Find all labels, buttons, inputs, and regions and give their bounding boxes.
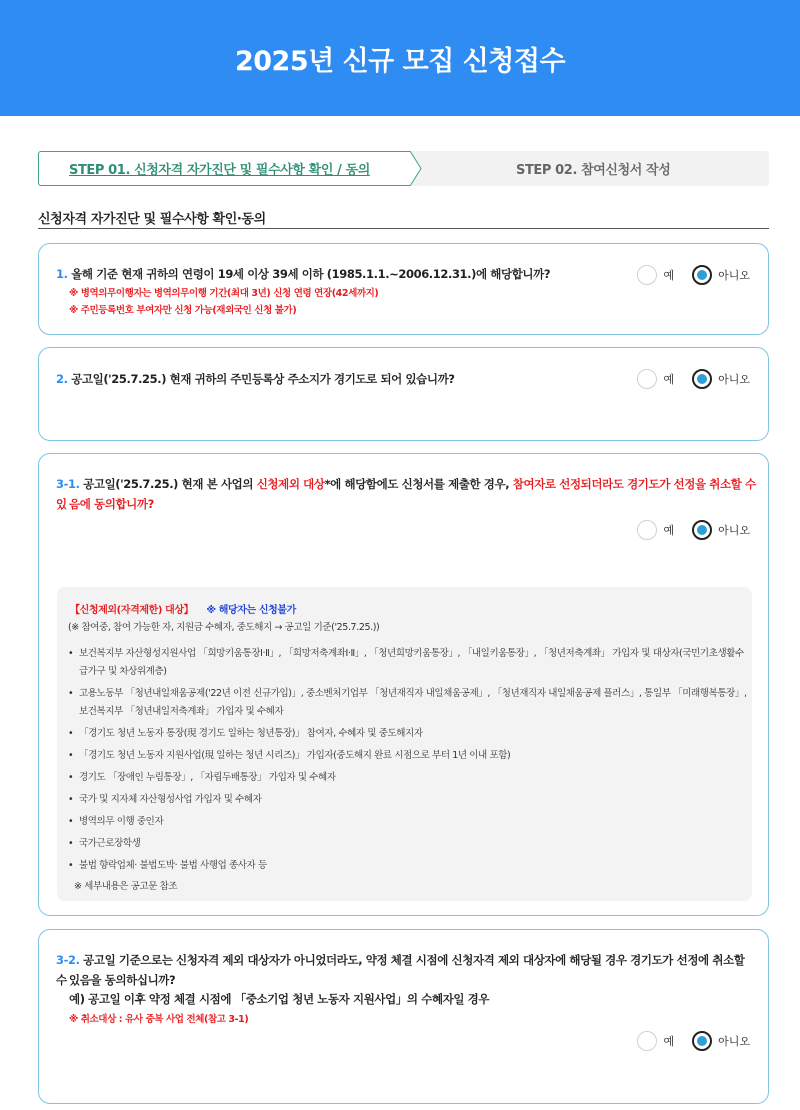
question-3-1-red-3: 음에 동의합니까? [69,497,154,511]
radio-circle[interactable] [637,369,657,389]
question-1-text [56,264,550,284]
step-1-tab[interactable] [38,151,410,186]
question-3-1-radio-group [637,520,750,540]
radio-circle[interactable] [637,520,657,540]
exclusion-list [67,645,747,879]
question-card-2 [38,347,769,441]
radio-circle[interactable] [637,265,657,285]
question-2-yes-radio[interactable] [637,369,674,389]
exclusion-footnote: ※ 세부내용은 공고문 참조 [74,881,178,892]
question-1-note-2: ※ 주민등록번호 부여자만 신청 가능(재외국인 신청 불가) [69,305,297,316]
question-3-2-no-radio[interactable] [692,1031,750,1051]
question-3-2-yes-radio[interactable] [637,1031,674,1051]
radio-circle-checked[interactable] [692,265,712,285]
question-3-2-radio-group [637,1031,750,1051]
list-item: • 보건복지부 자산형성지원사업 「희망키움통장Ⅰ·Ⅱ」, 「희망저축계좌Ⅰ·Ⅱ」, 「청년희망키움통장」, 「내일키움통장」, 「청년저축계좌」 가입자 및 대상자(국민기초생활수급가구 및 차상위계층) [67,645,747,681]
no-label: 아니오 [718,269,750,282]
question-1-yes-radio[interactable] [637,265,674,285]
question-1-note-1: ※ 병역의무이행자는 병역의무이행 기간(최대 3년) 신청 연령 연장(42세까지) [69,288,379,299]
question-3-2-body-line1: 공고일 기준으로는 신청자격 제외 대상자가 아니었더라도, 약정 체결 시점에 신청자격 제외 대상자에 해당될 경우 경기도가 선정에 취소할 수 [56,953,745,987]
exclusion-heading-blue: ※ 해당자는 신청불가 [206,605,296,616]
step-indicator [38,151,769,186]
question-card-3-2 [38,929,769,1104]
question-3-1-number: 3-1. [56,477,80,491]
question-2-text [56,369,455,389]
yes-label: 예 [663,524,675,537]
question-3-1-yes-radio[interactable] [637,520,674,540]
question-1-number: 1. [56,267,68,281]
question-1-body: 올해 기준 현재 귀하의 연령이 19세 이상 39세 이하 (1985.1.1.~2006.12.31.)에 해당합니까? [71,267,551,281]
section-title: 신청자격 자가진단 및 필수사항 확인·동의 [38,212,266,227]
radio-circle-checked[interactable] [692,1031,712,1051]
question-1-radio-group [637,265,750,285]
yes-label: 예 [663,269,675,282]
radio-circle[interactable] [637,1031,657,1051]
question-1-no-radio[interactable] [692,265,750,285]
radio-circle-checked[interactable] [692,369,712,389]
page-title: 2025년 신규 모집 신청접수 [234,45,566,77]
question-card-3-1 [38,453,769,916]
radio-circle-checked[interactable] [692,520,712,540]
question-3-1-body-b: *에 해당함에도 신청서를 제출한 경우, [324,477,513,491]
question-3-1-red-1: 신청제외 대상 [256,477,325,491]
question-3-1-text [56,474,756,514]
list-item: • 경기도 「장애인 누림통장」, 「자립두배통장」 가입자 및 수혜자 [67,769,747,787]
step-2-label: STEP 02. 참여신청서 작성 [516,163,671,178]
question-2-radio-group [637,369,750,389]
question-3-2-number: 3-2. [56,953,80,967]
step-1-label: STEP 01. 신청자격 자가진단 및 필수사항 확인 / 동의 [69,163,370,178]
exclusion-heading-red: 【신청제외(자격제한) 대상】 [70,605,194,616]
question-card-1 [38,243,769,335]
question-3-2-note: ※ 취소대상 : 유사 중복 사업 전체(참고 3-1) [69,1014,249,1025]
exclusion-subheading: (※ 참여중, 참여 가능한 자, 지원금 수혜자, 중도해지 → 공고일 기준('25.7.25.)) [68,622,380,633]
question-3-1-text-line2 [69,494,154,514]
section-divider [38,228,769,229]
exclusion-heading [70,601,296,616]
list-item: • 병역의무 이행 중인자 [67,813,747,831]
list-item: • 고용노동부 「청년내일채움공제('22년 이전 신규가입)」, 중소벤처기업부 「청년재직자 내일채움공제」, 「청년재직자 내일채움공제 플러스」, 통일부 「미래행복통장」, 보건복지부 「청년내일저축계좌」 가입자 및 수혜자 [67,685,747,721]
question-3-1-red-2: 참여자로 선정되더라도 경기도가 선정을 취소할 수 있 [56,477,756,511]
yes-label: 예 [663,1035,675,1048]
page-header [0,0,800,116]
yes-label: 예 [663,373,675,386]
question-3-2-text-line2: 있음을 동의하십니까? [69,973,176,987]
question-3-1-no-radio[interactable] [692,520,750,540]
exclusion-info-box [57,587,752,901]
list-item: • 불법 향락업체· 불법도박· 불법 사행업 종사자 등 [67,857,747,875]
no-label: 아니오 [718,373,750,386]
question-2-body: 공고일('25.7.25.) 현재 귀하의 주민등록상 주소지가 경기도로 되어 있습니까? [71,372,455,386]
list-item: • 국가 및 지자체 자산형성사업 가입자 및 수혜자 [67,791,747,809]
question-2-no-radio[interactable] [692,369,750,389]
question-3-2-example: 예) 공고일 이후 약정 체결 시점에 「중소기업 청년 노동자 지원사업」의 수혜자일 경우 [69,992,490,1006]
no-label: 아니오 [718,524,750,537]
question-2-number: 2. [56,372,68,386]
list-item: • 「경기도 청년 노동자 통장(現 경기도 일하는 청년통장)」 참여자, 수혜자 및 중도해지자 [67,725,747,743]
step-2-tab[interactable] [516,151,670,186]
list-item: • 국가근로장학생 [67,835,747,853]
list-item: • 「경기도 청년 노동자 지원사업(現 일하는 청년 시리즈)」 가입자(중도해지 완료 시점으로 부터 1년 이내 포함) [67,747,747,765]
no-label: 아니오 [718,1035,750,1048]
step-arrow-icon [400,151,422,186]
question-3-1-body-a: 공고일('25.7.25.) 현재 본 사업의 [83,477,257,491]
